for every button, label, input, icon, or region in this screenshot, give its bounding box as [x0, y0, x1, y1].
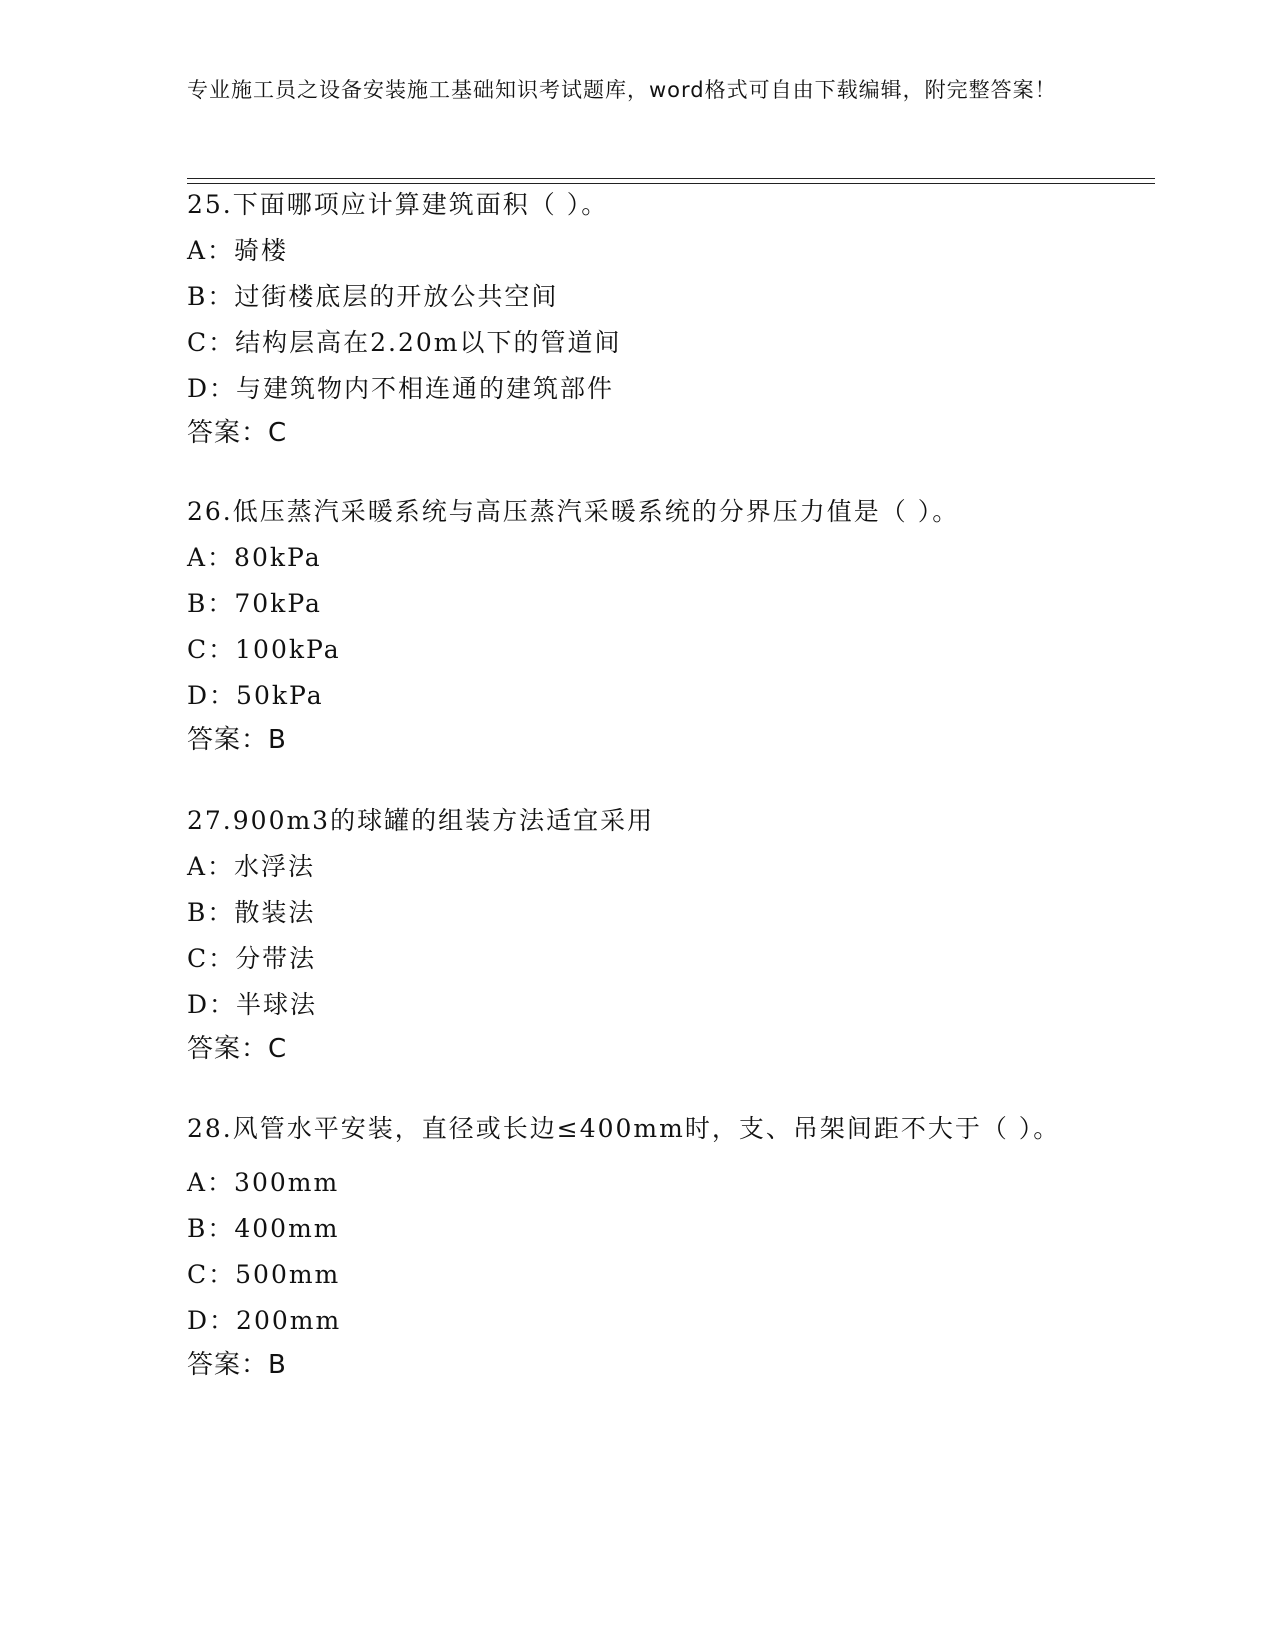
- header-divider-top: [187, 178, 1155, 179]
- option-d: D：与建筑物内不相连通的建筑部件: [187, 374, 615, 403]
- question-28: [187, 1106, 1087, 1380]
- option-b: B：400mm: [187, 1214, 340, 1243]
- answer-line: 答案：C: [187, 1034, 288, 1064]
- document-header: 专业施工员之设备安装施工基础知识考试题库，word格式可自由下载编辑，附完整答案！: [187, 78, 1057, 102]
- answer-line: 答案：B: [187, 725, 287, 755]
- option-b: B：过街楼底层的开放公共空间: [187, 282, 559, 311]
- header-divider-bottom: [187, 183, 1155, 184]
- question-stem: 28.风管水平安装，直径或长边≤400mm时，支、吊架间距不大于（ ）。: [187, 1114, 1061, 1143]
- question-stem: 25.下面哪项应计算建筑面积（ ）。: [187, 190, 609, 219]
- option-d: D：半球法: [187, 990, 318, 1019]
- question-25: [187, 190, 1087, 448]
- option-a: A：骑楼: [187, 236, 289, 265]
- option-b: B：散装法: [187, 898, 316, 927]
- option-a: A：80kPa: [187, 543, 322, 572]
- option-b: B：70kPa: [187, 589, 322, 618]
- question-27: [187, 806, 1087, 1064]
- option-c: C：分带法: [187, 944, 317, 973]
- answer-line: 答案：B: [187, 1350, 287, 1380]
- option-a: A：水浮法: [187, 852, 316, 881]
- answer-line: 答案：C: [187, 418, 288, 448]
- option-a: A：300mm: [187, 1168, 340, 1197]
- question-26: [187, 497, 1087, 755]
- option-d: D：50kPa: [187, 681, 324, 710]
- option-c: C：结构层高在2.20m以下的管道间: [187, 328, 622, 357]
- option-c: C：500mm: [187, 1260, 341, 1289]
- option-d: D：200mm: [187, 1306, 342, 1335]
- question-stem: 26.低压蒸汽采暖系统与高压蒸汽采暖系统的分界压力值是（ ）。: [187, 497, 960, 526]
- question-stem: 27.900m3的球罐的组装方法适宜采用: [187, 806, 655, 835]
- option-c: C：100kPa: [187, 635, 341, 664]
